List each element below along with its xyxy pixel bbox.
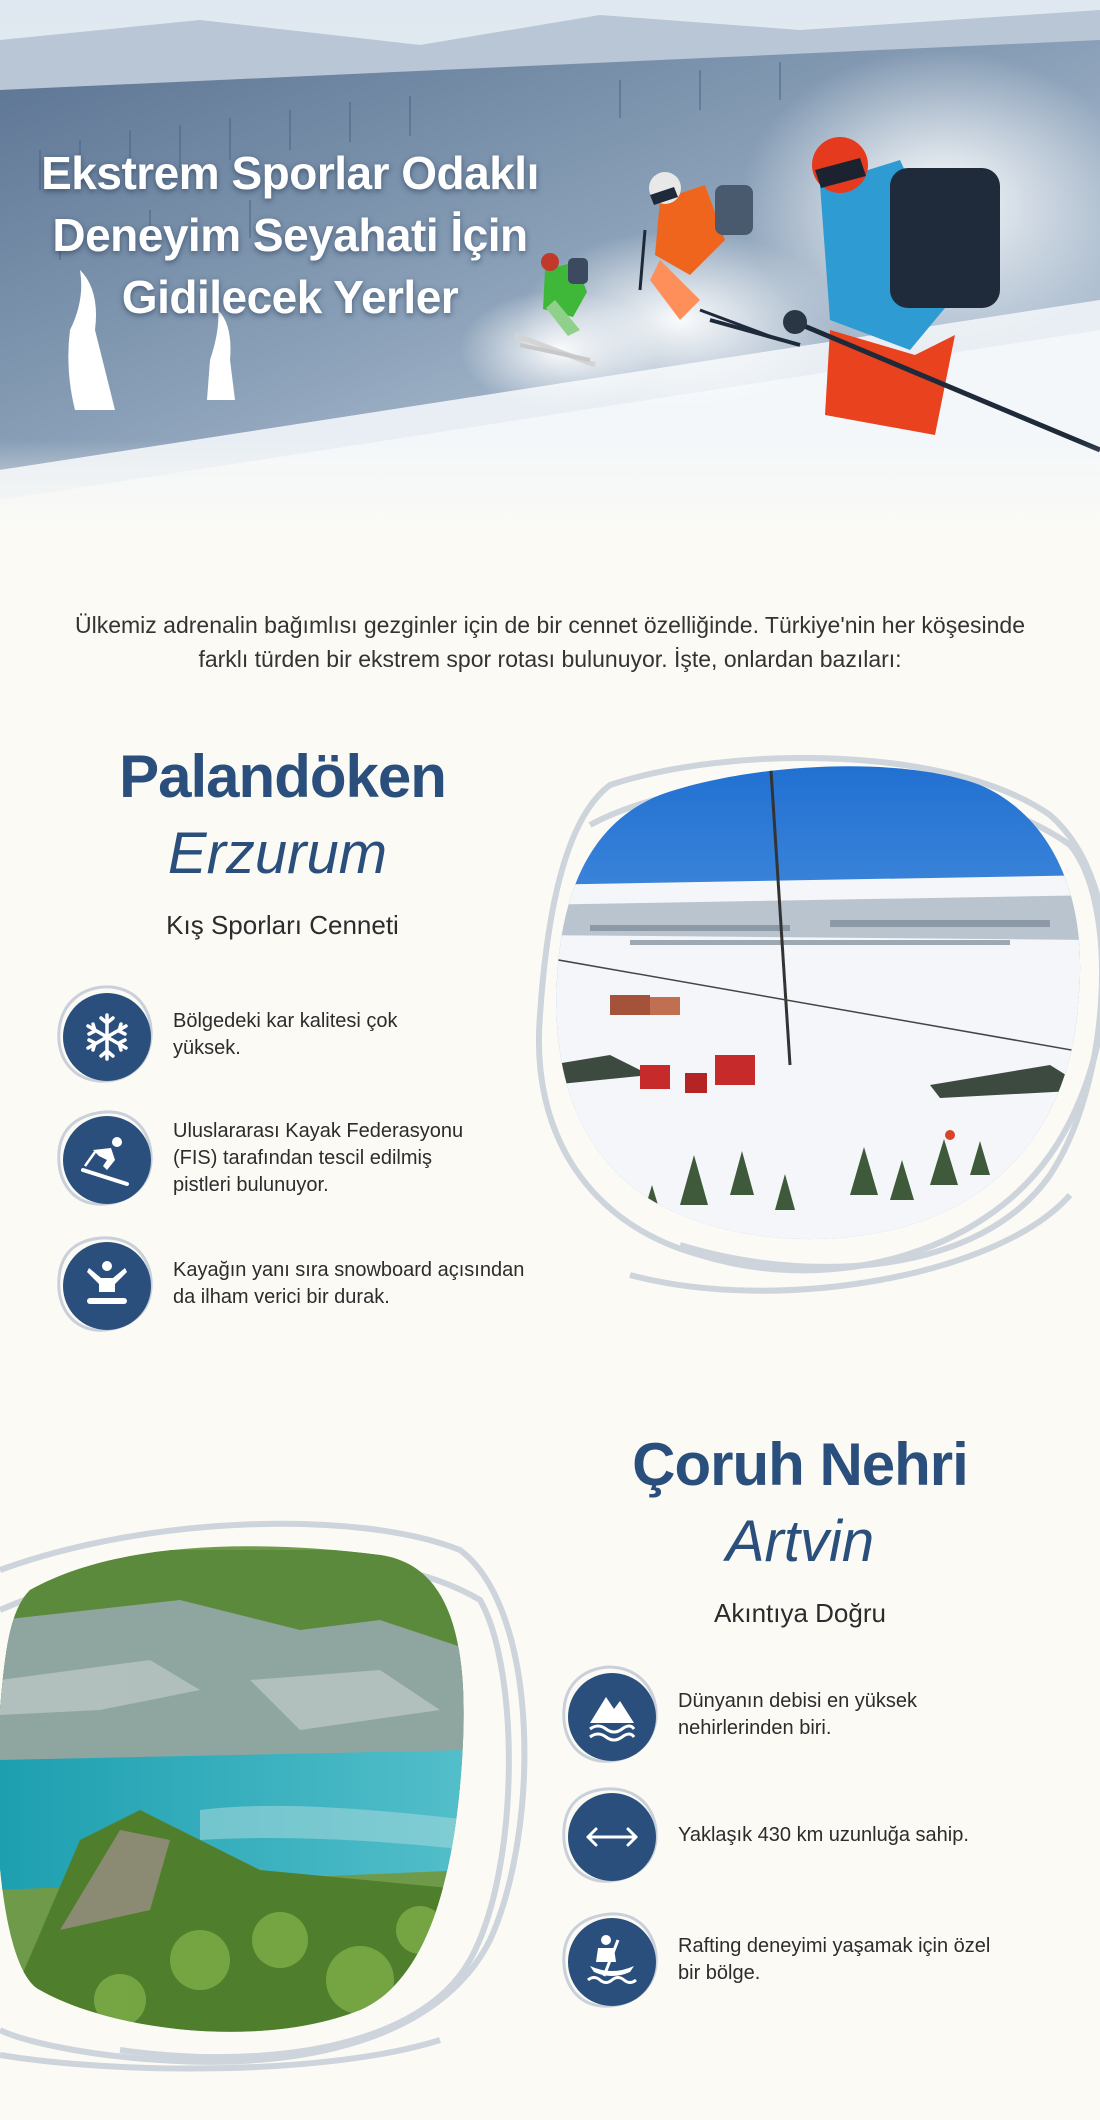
snowboarder-icon (55, 1234, 155, 1334)
coruh-river-photo (0, 1510, 540, 2080)
snowflake-icon (55, 985, 155, 1085)
palandoken-ski-lift-photo (530, 755, 1100, 1315)
hero-title-line-2: Deneyim Seyahati İçin (52, 209, 528, 261)
feature-text: Yaklaşık 430 km uzunluğa sahip. (678, 1823, 969, 1846)
river-mountain-icon (560, 1665, 660, 1765)
section-title-coruh: Çoruh Nehri (632, 1431, 968, 1498)
feature-item (560, 1785, 1040, 1885)
section-subtitle: Kış Sporları Cenneti (166, 910, 399, 940)
hero-title (20, 142, 560, 328)
feature-item (55, 1108, 535, 1208)
feature-item (560, 1910, 1040, 2010)
feature-text: Kayağın yanı sıra snowboard açısından da ilham verici bir durak. (173, 1259, 525, 1308)
hero-banner (0, 0, 1100, 540)
section-city-artvin: Artvin (725, 1509, 875, 1574)
section-subtitle: Akıntıya Doğru (714, 1598, 886, 1628)
feature-text: Dünyanın debisi en yüksek nehirlerinden biri. (678, 1690, 918, 1739)
section-city-erzurum: Erzurum (167, 821, 388, 886)
skier-icon (55, 1108, 155, 1208)
feature-text: Uluslararası Kayak Federasyonu (FIS) tarafından tescil edilmiş pistleri bulunuyor. (173, 1119, 464, 1196)
double-arrow-icon (560, 1785, 660, 1885)
rafting-icon (560, 1910, 660, 2010)
hero-title-line-1: Ekstrem Sporlar Odaklı (41, 147, 539, 199)
feature-item (55, 985, 535, 1085)
intro-paragraph: Ülkemiz adrenalin bağımlısı gezginler için de bir cennet özelliğinde. Türkiye'nin her köşesinde farklı türden bir ekstrem spor rotası bulunuyor. İşte, onlardan bazıları: (74, 612, 1026, 672)
feature-item (55, 1234, 535, 1334)
feature-item (560, 1665, 1040, 1765)
feature-text: Rafting deneyimi yaşamak için özel bir bölge. (678, 1935, 991, 1984)
section-title-palandoken: Palandöken (119, 743, 446, 810)
feature-text: Bölgedeki kar kalitesi çok yüksek. (173, 1010, 398, 1059)
hero-title-line-3: Gidilecek Yerler (121, 271, 459, 323)
